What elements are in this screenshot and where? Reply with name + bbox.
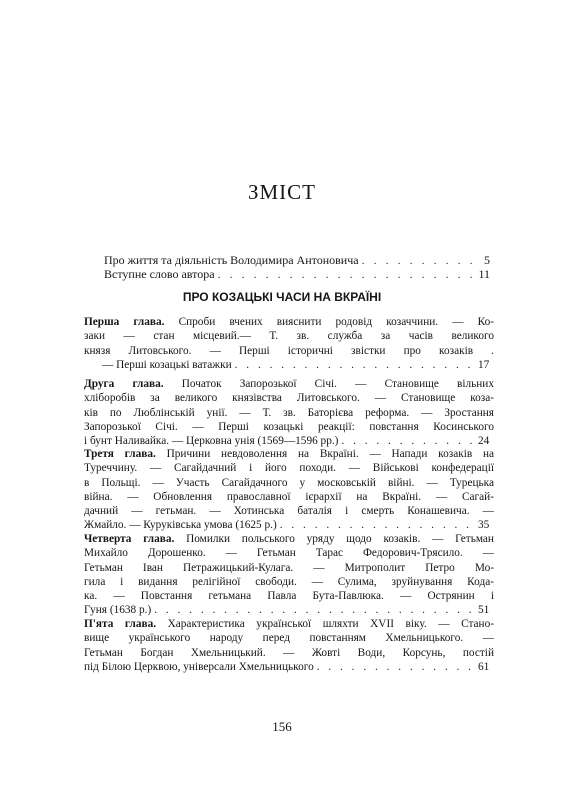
- chapter-line: Помилки польського уряду щодо козаків. — Гетьман: [186, 533, 494, 545]
- toc-entry-label: Вступне слово автора: [104, 267, 215, 281]
- dot-leader: [218, 267, 473, 282]
- chapter-page: 17: [478, 358, 490, 371]
- chapter-line: і бунт Наливайка. — Церковна унія (1569—1596 рр.): [84, 435, 339, 448]
- toc-chapter-4: [84, 532, 494, 618]
- chapter-last-line: [84, 358, 494, 372]
- chapter-line: Характеристика української шляхти XVII віку. — Стано-: [167, 618, 494, 630]
- chapter-line: дачний — гетьман. — Хотинська баталія і смерть Конашевича. —: [84, 505, 494, 518]
- chapter-line: Гетьман Богдан Хмельницький. — Жовті Води, Корсунь, постій: [84, 646, 494, 659]
- chapter-page: 24: [478, 435, 490, 448]
- toc-entry-label: Про життя та діяльність Володимира Антоновича: [104, 253, 359, 267]
- page-title: ЗМІСТ: [247, 180, 317, 204]
- dot-leader: [235, 358, 475, 372]
- chapter-line: Початок Запорозької Січі. — Становище вільних: [181, 378, 494, 390]
- chapter-title: П'ята глава.: [84, 618, 157, 630]
- chapter-page: 51: [478, 604, 490, 617]
- chapter-line: Запорозької Січі. — Перші козацькі реакції: повстання Косинського: [84, 420, 494, 433]
- chapter-line: ків по Люблінській унії. — Т. зв. Баторієва реформа. — Зростання: [84, 406, 494, 419]
- toc-entry-page: 5: [484, 253, 490, 267]
- toc-entry-biography: [104, 253, 490, 268]
- chapter-line: хліборобів за великого князівства Литовського. — Становище коза-: [84, 392, 494, 405]
- chapter-line: Михайло Дорошенко. — Гетьман Тарас Федорович-Трясило. —: [84, 547, 494, 560]
- chapter-line: вище українського народу перед повстанням Хмельницького. —: [84, 632, 494, 645]
- dot-leader: [280, 518, 475, 532]
- chapter-line: Причини невдоволення на Вкраїні. — Напади козаків на: [166, 448, 494, 460]
- page-number: 156: [272, 719, 292, 734]
- chapter-title: Третя глава.: [84, 448, 156, 460]
- dot-leader: [362, 253, 473, 268]
- chapter-title: Перша глава.: [84, 316, 165, 328]
- toc-chapter-5: [84, 617, 494, 674]
- chapter-line: війна. — Обновлення православної ієрархії на Вкраїні. — Сагай-: [84, 490, 494, 503]
- chapter-line: Туреччину. — Сагайдачний і його походи. — Військові конфедерації: [84, 462, 494, 475]
- chapter-line: Спроби вчених вияснити родовід козаччини. — Ко-: [178, 316, 494, 328]
- chapter-line: князя Литовського. — Перші історичні звістки про козаків .: [84, 344, 494, 357]
- chapter-line: заки — стан місцевий.— Т. зв. служба за часів великого: [84, 330, 494, 343]
- chapter-last-line: [84, 603, 494, 617]
- chapter-line: ка. — Повстання гетьмана Павла Бута-Павлюка. — Острянин і: [84, 590, 494, 603]
- toc-chapter-3: [84, 447, 494, 533]
- chapter-line: в Польщі. — Участь Сагайдачного у московській війні. — Турецька: [84, 476, 494, 489]
- section-heading: ПРО КОЗАЦЬКІ ЧАСИ НА ВКРАЇНІ: [182, 290, 382, 304]
- chapter-title: Четверта глава.: [84, 533, 175, 545]
- toc-chapter-1: [84, 315, 494, 372]
- chapter-line: — Перші козацькі ватажки: [102, 358, 232, 371]
- toc-chapter-2: [84, 377, 494, 448]
- chapter-page: 35: [478, 519, 490, 532]
- chapter-page: 61: [478, 660, 490, 673]
- chapter-line: гила і видання релігійної свободи. — Сулима, зруйнування Кода-: [84, 575, 494, 588]
- chapter-line: Гетьман Іван Петражицький-Кулага. — Митрополит Петро Мо-: [84, 561, 494, 574]
- toc-entry-page: 11: [478, 267, 490, 281]
- toc-entry-foreword: [104, 267, 490, 282]
- chapter-line: Жмайло. — Куруківська умова (1625 р.): [84, 519, 277, 532]
- chapter-last-line: [84, 660, 494, 674]
- dot-leader: [154, 603, 475, 617]
- chapter-last-line: [84, 518, 494, 532]
- chapter-line: Гуня (1638 р.): [84, 604, 152, 617]
- chapter-line: під Білою Церквою, універсали Хмельницького: [84, 660, 314, 673]
- dot-leader: [317, 660, 475, 674]
- chapter-title: Друга глава.: [84, 378, 164, 390]
